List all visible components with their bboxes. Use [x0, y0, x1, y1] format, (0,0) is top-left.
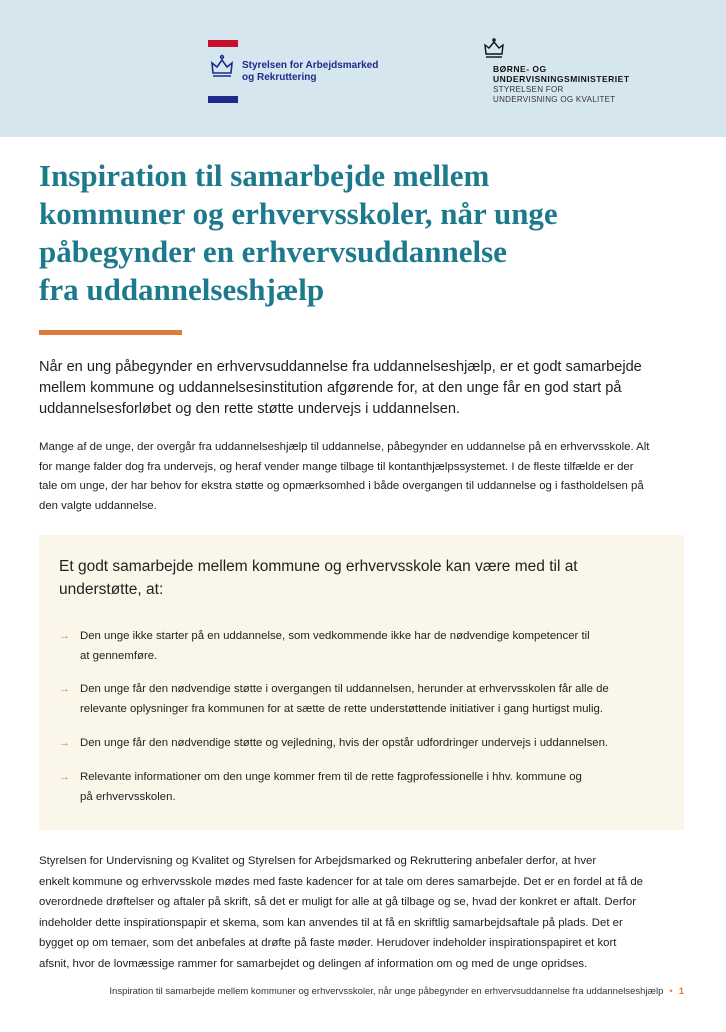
- body-line: den valgte uddannelse.: [39, 499, 157, 512]
- arrow-right-icon: →: [59, 630, 70, 642]
- bullet-line: at gennemføre.: [80, 650, 158, 662]
- star-name-line1: Styrelsen for Arbejdsmarked: [242, 60, 379, 71]
- bullet-line: Den unge får den nødvendige støtte i overgangen til uddannelsen, herunder at erhvervsskolen får alle de: [80, 683, 609, 695]
- title-line: påbegynder en erhvervsuddannelse: [39, 234, 507, 269]
- title-line: kommuner og erhvervsskoler, når unge: [39, 196, 558, 231]
- ministry-line2: UNDERVISNINGSMINISTERIET: [493, 74, 630, 84]
- lead-line: Når en ung påbegynder en erhvervsuddannelse fra uddannelseshjælp, er et godt samarbejde: [39, 359, 642, 375]
- crown-icon: [209, 54, 235, 80]
- body-line: Styrelsen for Undervisning og Kvalitet og Styrelsen for Arbejdsmarked og Rekruttering anbefaler derfor, at hver: [39, 855, 597, 867]
- body-line: indeholder dette inspirationspapir et skema, som kan anvendes til at få en skriftlig samarbejdsaftale på plads. Det er: [39, 916, 623, 929]
- title-line: Inspiration til samarbejde mellem: [39, 158, 490, 193]
- arrow-right-icon: →: [59, 683, 70, 695]
- crown-icon: [483, 38, 505, 60]
- box-heading-line: Et godt samarbejde mellem kommune og erhvervsskole kan være med til at: [59, 558, 578, 575]
- bullet-line: relevante oplysninger fra kommunen for at sætte de rette understøttende initiativer i gang hurtigst mulig.: [80, 703, 603, 715]
- box-heading: [59, 555, 659, 601]
- lead-line: mellem kommune og uddannelsesinstitution afgørende for, at den unge får en god start på: [39, 380, 622, 396]
- highlight-box: [39, 535, 684, 830]
- box-heading-line: understøtte, at:: [59, 581, 164, 598]
- bullet-line: Den unge ikke starter på en uddannelse, som vedkommende ikke har de nødvendige kompetencer til: [80, 630, 590, 642]
- ministry-line1: BØRNE- OG: [493, 64, 547, 74]
- flag-blue-bar: [208, 96, 238, 103]
- footer-text: Inspiration til samarbejde mellem kommuner og erhvervsskoler, når unge påbegynder en erhvervsuddannelse fra uddannelseshjælp: [109, 986, 664, 997]
- bullet-text: [80, 733, 650, 753]
- arrow-right-icon: →: [59, 771, 70, 783]
- body-line: afsnit, hvor de lovmæssige rammer for samarbejdet og delingen af information om og med de unge opridses.: [39, 957, 588, 970]
- agency-line2: UNDERVISNING OG KVALITET: [493, 95, 616, 104]
- star-logo: [208, 38, 408, 104]
- footer-separator: •: [669, 986, 673, 997]
- flag-red-bar: [208, 40, 238, 47]
- page-footer: [0, 986, 684, 997]
- star-name-line2: og Rekruttering: [242, 72, 317, 83]
- page-header: [0, 0, 726, 137]
- bullet-text: [80, 767, 650, 807]
- page-number: 1: [678, 986, 684, 997]
- title-line: fra uddannelseshjælp: [39, 272, 325, 307]
- body-line: overordnede drøftelser og aftaler på skrift, så det er muligt for alle at gå tilbage og se, hvad der konkret er aftalt. Derfor: [39, 896, 637, 908]
- title-accent-rule: [39, 330, 182, 335]
- recommendation-paragraph: [39, 851, 689, 974]
- star-name: [242, 60, 412, 84]
- body-line: enkelt kommune og erhvervsskole mødes med faste kadencer for at tale om deres samarbejde. Det er en fordel at få de: [39, 875, 644, 888]
- bullet-text: [80, 679, 650, 719]
- bullet-line: på erhvervsskolen.: [80, 791, 176, 803]
- agency-line1: STYRELSEN FOR: [493, 85, 564, 94]
- body-line: Mange af de unge, der overgår fra uddannelseshjælp til uddannelse, påbegynder en uddannelse på en erhvervsskole. Alt: [39, 441, 650, 453]
- lead-line: uddannelsesforløbet og den rette støtte undervejs i uddannelsen.: [39, 401, 461, 417]
- body-line: bygget op om temaer, som det anbefales at drøfte på faste møder. Herudover indeholder inspirationspapiret et kort: [39, 937, 617, 949]
- arrow-right-icon: →: [59, 737, 70, 749]
- body-line: for mange falder dog fra undervejs, og heraf vender mange tilbage til kontanthjælpssystemet. I de fleste tilfælde er der: [39, 460, 634, 473]
- bullet-text: [80, 626, 650, 666]
- page-title: [39, 157, 699, 309]
- bullet-line: Relevante informationer om den unge kommer frem til de rette fagprofessionelle i hhv. kommune og: [80, 771, 582, 783]
- bullet-line: Den unge får den nødvendige støtte og vejledning, hvis der opstår udfordringer undervejs i uddannelsen.: [80, 737, 609, 749]
- intro-paragraph: [39, 438, 689, 516]
- lead-paragraph: [39, 357, 689, 420]
- body-line: tale om unge, der har behov for ekstra støtte og opmærksomhed i både overgangen til uddannelse og i fastholdelsen på: [39, 480, 644, 492]
- buvm-logo: [483, 38, 683, 118]
